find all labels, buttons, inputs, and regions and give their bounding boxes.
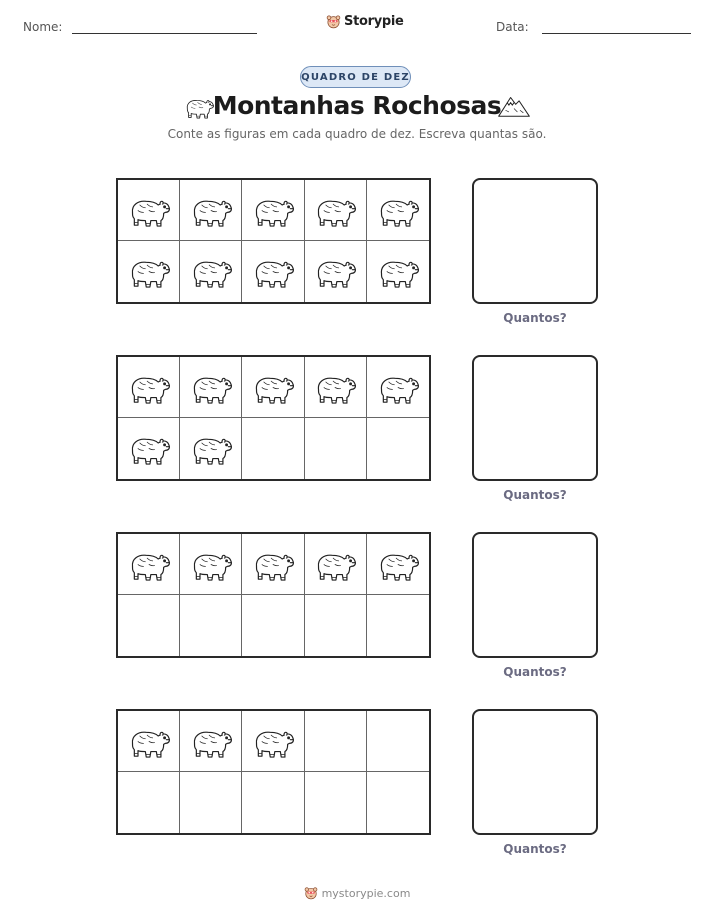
- ten-frame-cell: [180, 772, 242, 833]
- ten-frame-cell: [367, 595, 429, 656]
- answer-box[interactable]: [472, 709, 598, 835]
- ten-frame: [116, 532, 431, 658]
- ten-frame-cell: [305, 357, 367, 418]
- answer-box[interactable]: [472, 355, 598, 481]
- brand-name: Storypie: [344, 14, 404, 29]
- ten-frame-cell: [118, 534, 180, 595]
- bear-icon: [313, 192, 357, 229]
- ten-frame-cell: [180, 711, 242, 772]
- answer-label: Quantos?: [503, 488, 567, 502]
- bear-icon: [127, 253, 171, 290]
- ten-frame-cell: [242, 180, 304, 241]
- ten-frame-cell: [367, 772, 429, 833]
- ten-frame-cell: [367, 711, 429, 772]
- ten-frame-cell: [242, 534, 304, 595]
- ten-frame-cell: [242, 595, 304, 656]
- ten-frame-cell: [118, 180, 180, 241]
- ten-frame-cell: [180, 595, 242, 656]
- bear-icon: [251, 192, 295, 229]
- bear-icon: [313, 369, 357, 406]
- ten-frame-cell: [118, 418, 180, 479]
- ten-frame-cell: [367, 357, 429, 418]
- ten-frame-cell: [242, 772, 304, 833]
- answer-label: Quantos?: [503, 311, 567, 325]
- bear-icon: [313, 546, 357, 583]
- ten-frame-cell: [305, 772, 367, 833]
- footer-url: mystorypie.com: [321, 886, 411, 900]
- bear-icon: [127, 723, 171, 760]
- date-label: Data:: [496, 20, 529, 34]
- answer-label: Quantos?: [503, 665, 567, 679]
- page-title: Montanhas Rochosas: [212, 91, 502, 120]
- ten-frame-cell: [367, 418, 429, 479]
- ten-frame-cell: [305, 180, 367, 241]
- ten-frame-cell: [118, 772, 180, 833]
- answer-box[interactable]: [472, 532, 598, 658]
- ten-frame-cell: [305, 241, 367, 302]
- storypie-mascot-icon: [304, 886, 318, 900]
- ten-frame-cell: [180, 534, 242, 595]
- bear-icon: [189, 369, 233, 406]
- bear-icon: [189, 253, 233, 290]
- bear-icon: [376, 253, 420, 290]
- bear-icon: [127, 546, 171, 583]
- ten-frame-cell: [242, 357, 304, 418]
- ten-frame: [116, 709, 431, 835]
- ten-frame-cell: [118, 241, 180, 302]
- ten-frame-cell: [305, 711, 367, 772]
- ten-frame-cell: [180, 241, 242, 302]
- mountain-icon: [497, 93, 531, 119]
- bear-icon: [313, 253, 357, 290]
- name-label: Nome:: [23, 20, 63, 34]
- bear-icon: [189, 723, 233, 760]
- ten-frame-cell: [305, 534, 367, 595]
- name-line[interactable]: [72, 33, 257, 34]
- ten-frame: [116, 355, 431, 481]
- ten-frame-cell: [118, 595, 180, 656]
- ten-frame-cell: [367, 241, 429, 302]
- bear-icon: [189, 546, 233, 583]
- bear-icon: [127, 369, 171, 406]
- bear-icon: [376, 546, 420, 583]
- bear-icon: [251, 253, 295, 290]
- ten-frame-cell: [367, 180, 429, 241]
- ten-frame-cell: [305, 595, 367, 656]
- ten-frame-cell: [242, 418, 304, 479]
- answer-label: Quantos?: [503, 842, 567, 856]
- worksheet-type-badge: QUADRO DE DEZ: [300, 66, 411, 88]
- ten-frame-cell: [180, 180, 242, 241]
- brand-logo: [326, 14, 404, 29]
- bear-icon: [376, 192, 420, 229]
- ten-frame-cell: [180, 418, 242, 479]
- ten-frame-cell: [242, 241, 304, 302]
- footer: [0, 886, 714, 900]
- ten-frame-cell: [118, 711, 180, 772]
- bear-icon: [251, 723, 295, 760]
- bear-icon: [376, 369, 420, 406]
- ten-frame-cell: [118, 357, 180, 418]
- instructions: Conte as figuras em cada quadro de dez. Escreva quantas são.: [167, 127, 547, 141]
- bear-icon: [251, 369, 295, 406]
- answer-box[interactable]: [472, 178, 598, 304]
- bear-icon: [251, 546, 295, 583]
- bear-icon: [127, 430, 171, 467]
- bear-icon: [189, 192, 233, 229]
- ten-frame-cell: [242, 711, 304, 772]
- storypie-mascot-icon: [326, 14, 341, 29]
- ten-frame: [116, 178, 431, 304]
- ten-frame-cell: [367, 534, 429, 595]
- date-line[interactable]: [542, 33, 691, 34]
- ten-frame-cell: [305, 418, 367, 479]
- ten-frame-cell: [180, 357, 242, 418]
- bear-icon: [127, 192, 171, 229]
- bear-icon: [189, 430, 233, 467]
